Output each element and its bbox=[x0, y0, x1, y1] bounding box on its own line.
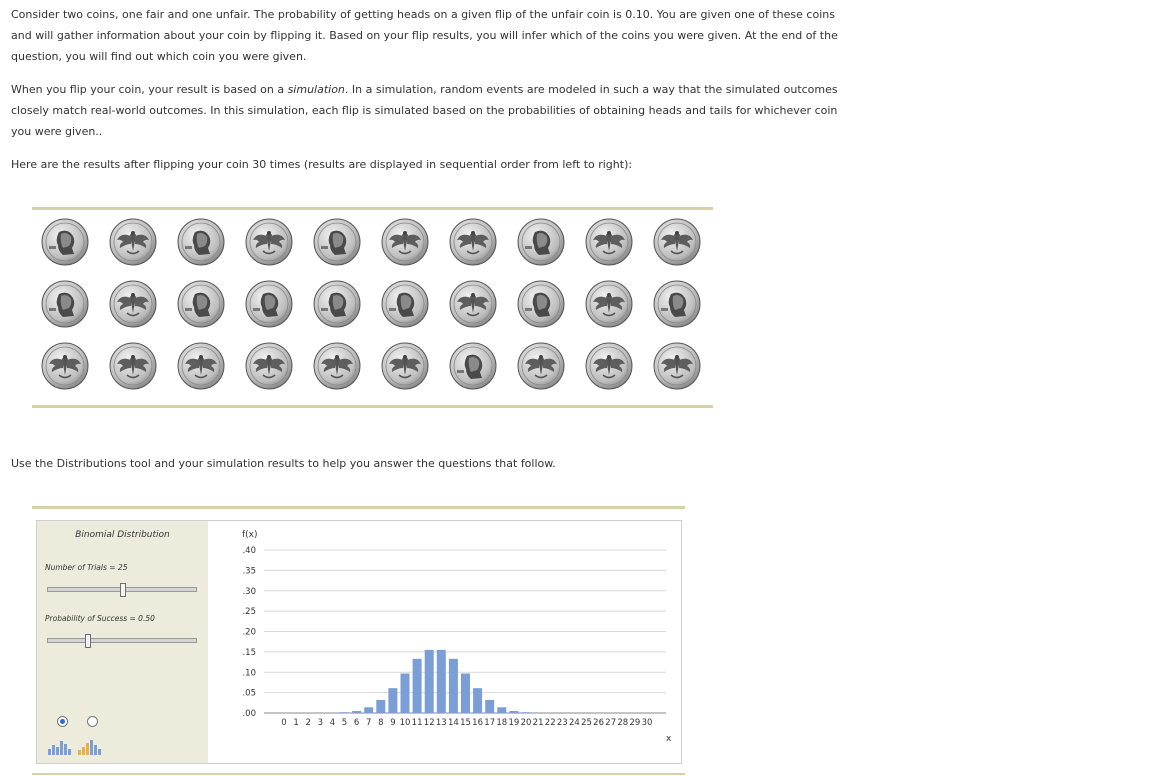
coin-tails bbox=[517, 342, 565, 390]
bar-x-8 bbox=[376, 700, 385, 713]
coin-tails bbox=[245, 218, 293, 266]
coin-tails bbox=[449, 280, 497, 328]
x-tick-label: 25 bbox=[581, 718, 592, 728]
x-tick-label: 2 bbox=[305, 718, 311, 728]
y-tick-label: .40 bbox=[242, 546, 256, 556]
coin-heads bbox=[41, 280, 89, 328]
simulation-term: simulation bbox=[287, 83, 345, 96]
y-tick-label: .15 bbox=[242, 647, 256, 658]
coin-heads bbox=[517, 280, 565, 328]
x-tick-label: 14 bbox=[447, 718, 459, 728]
coin-tails bbox=[109, 342, 157, 390]
bar-x-15 bbox=[461, 673, 470, 713]
bar-x-6 bbox=[352, 711, 361, 713]
coin-heads bbox=[245, 280, 293, 328]
coin-heads bbox=[177, 218, 225, 266]
x-tick-label: 29 bbox=[629, 718, 641, 728]
trials-slider-thumb[interactable] bbox=[120, 583, 126, 597]
bar-x-18 bbox=[497, 707, 506, 713]
x-tick-label: 13 bbox=[435, 718, 447, 728]
coin-tails bbox=[585, 280, 633, 328]
coin-tails bbox=[653, 218, 701, 266]
distribution-chart bbox=[208, 521, 681, 763]
coin-tails bbox=[245, 342, 293, 390]
x-tick-label: 7 bbox=[365, 718, 372, 728]
intro-paragraph-1: Consider two coins, one fair and one unfair. The probability of getting heads on a given flip of the unfair coin is 0.10. You are given one of these coins and will gather information about your coin by flipping it. Based on your flip results, you will infer which of the coins you were given. At the end of the question, you will find out which coin you were given. bbox=[11, 8, 838, 63]
trials-slider[interactable] bbox=[47, 587, 197, 592]
instructions-paragraph: Use the Distributions tool and your simulation results to help you answer the questions that follow. bbox=[11, 457, 556, 470]
intro-paragraph-3: Here are the results after flipping your coin 30 times (results are displayed in sequential order from left to right): bbox=[11, 158, 633, 171]
x-tick-label: 5 bbox=[341, 718, 348, 728]
bar-x-14 bbox=[449, 659, 458, 713]
intro-p2-after: . In a simulation, random events are modeled in such a way that the simulated outcomes closely match real-world outcomes. In this simulation, each flip is simulated based on the probabilities of obtaining heads and tails for whichever coin you were given.. bbox=[11, 83, 838, 138]
coin-heads bbox=[381, 280, 429, 328]
distributions-tool bbox=[36, 520, 682, 764]
x-tick-label: 18 bbox=[496, 718, 508, 728]
x-tick-label: 12 bbox=[423, 718, 435, 728]
bar-x-13 bbox=[437, 650, 446, 713]
x-tick-label: 11 bbox=[411, 718, 423, 728]
x-tick-label: 4 bbox=[329, 718, 336, 728]
y-tick-label: .05 bbox=[242, 688, 256, 699]
coins-bottom-rule bbox=[32, 405, 713, 408]
coin-tails bbox=[109, 218, 157, 266]
x-tick-label: 23 bbox=[556, 718, 568, 728]
x-tick-label: 10 bbox=[399, 718, 411, 728]
bar-x-11 bbox=[413, 659, 422, 713]
bar-x-10 bbox=[401, 673, 410, 713]
bar-x-12 bbox=[425, 650, 434, 713]
trials-label: Number of Trials = 25 bbox=[45, 563, 128, 572]
x-tick-label: 20 bbox=[520, 718, 532, 728]
bar-x-9 bbox=[388, 688, 397, 713]
x-tick-label: 21 bbox=[532, 718, 544, 728]
bar-x-19 bbox=[509, 711, 518, 713]
x-tick-label: 6 bbox=[353, 718, 360, 728]
y-tick-label: .20 bbox=[242, 627, 256, 638]
x-tick-label: 9 bbox=[390, 718, 396, 728]
x-tick-label: 19 bbox=[508, 718, 520, 728]
x-tick-label: 28 bbox=[617, 718, 629, 728]
controls-panel bbox=[37, 521, 208, 763]
coin-heads bbox=[177, 280, 225, 328]
x-tick-label: 1 bbox=[293, 718, 299, 728]
y-tick-label: .25 bbox=[242, 607, 256, 618]
coin-tails bbox=[449, 218, 497, 266]
bar-x-17 bbox=[485, 700, 494, 713]
coin-tails bbox=[585, 218, 633, 266]
x-tick-label: 30 bbox=[641, 718, 653, 728]
tool-title: Binomial Distribution bbox=[75, 530, 170, 540]
intro-p2-before: When you flip your coin, your result is based on a bbox=[11, 83, 288, 96]
bar-x-7 bbox=[364, 707, 373, 713]
coin-heads bbox=[41, 218, 89, 266]
tool-bottom-rule bbox=[32, 773, 685, 775]
y-tick-label: .10 bbox=[242, 668, 256, 679]
bar-view-radio[interactable] bbox=[57, 716, 68, 727]
intro-paragraph-2 bbox=[11, 79, 841, 142]
coin-heads bbox=[653, 280, 701, 328]
y-tick-label: .35 bbox=[242, 566, 256, 577]
bar-x-16 bbox=[473, 688, 482, 713]
x-tick-label: 0 bbox=[281, 718, 287, 728]
x-tick-label: 15 bbox=[460, 718, 471, 728]
y-tick-label: .30 bbox=[242, 586, 256, 597]
x-tick-label: 27 bbox=[605, 718, 617, 728]
bar-x-20 bbox=[522, 712, 531, 713]
x-tick-label: 3 bbox=[317, 718, 324, 728]
bar-chart-icon bbox=[47, 737, 77, 755]
highlight-chart-icon bbox=[77, 737, 107, 755]
coin-tails bbox=[585, 342, 633, 390]
coins-top-rule bbox=[32, 207, 713, 210]
x-tick-label: 22 bbox=[544, 718, 556, 728]
coin-tails bbox=[41, 342, 89, 390]
coin-heads bbox=[517, 218, 565, 266]
probability-slider-thumb[interactable] bbox=[85, 634, 91, 648]
coin-tails bbox=[381, 218, 429, 266]
coin-heads bbox=[313, 218, 361, 266]
x-tick-label: 16 bbox=[472, 718, 484, 728]
coin-tails bbox=[109, 280, 157, 328]
coin-tails bbox=[313, 342, 361, 390]
distribution-chart-svg bbox=[208, 521, 681, 763]
coin-heads bbox=[449, 342, 497, 390]
tool-top-rule bbox=[32, 506, 685, 509]
x-tick-label: 26 bbox=[593, 718, 605, 728]
x-tick-label: 24 bbox=[568, 718, 580, 728]
coin-tails bbox=[381, 342, 429, 390]
x-tick-label: 8 bbox=[378, 718, 384, 728]
x-axis-label: x bbox=[666, 734, 672, 744]
area-view-radio[interactable] bbox=[87, 716, 98, 727]
y-axis-label: f(x) bbox=[242, 530, 258, 540]
coin-tails bbox=[177, 342, 225, 390]
probability-label: Probability of Success = 0.50 bbox=[45, 614, 155, 623]
probability-slider[interactable] bbox=[47, 638, 197, 643]
x-tick-label: 17 bbox=[484, 718, 496, 728]
y-tick-label: .00 bbox=[242, 709, 256, 719]
coin-flip-results bbox=[32, 212, 713, 404]
coin-tails bbox=[653, 342, 701, 390]
coin-heads bbox=[313, 280, 361, 328]
bar-x-5 bbox=[340, 712, 349, 713]
